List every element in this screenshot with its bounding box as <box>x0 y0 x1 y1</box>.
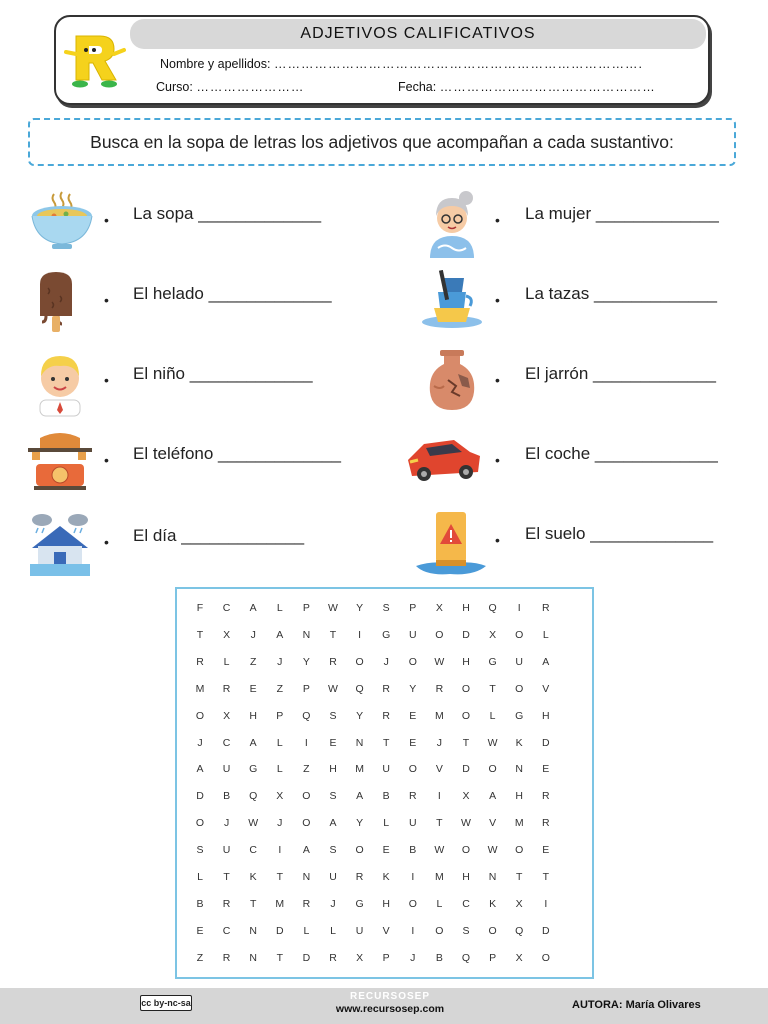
grid-letter[interactable]: J <box>197 736 203 749</box>
grid-letter[interactable]: M <box>435 871 444 883</box>
grid-letter[interactable]: B <box>409 844 417 857</box>
letter-r-mascot-icon <box>62 30 126 90</box>
grid-letter[interactable]: V <box>489 817 497 830</box>
bullet: • <box>495 292 500 308</box>
grid-letter[interactable]: O <box>195 817 205 830</box>
grid-letter[interactable]: H <box>249 709 257 722</box>
grid-letter[interactable]: X <box>223 709 231 722</box>
grid-letter[interactable]: O <box>488 924 497 937</box>
bullet: • <box>104 212 109 228</box>
course-label: Curso: <box>156 80 193 94</box>
grid-letter[interactable]: R <box>222 682 231 695</box>
grid-letter[interactable]: E <box>409 709 417 722</box>
grid-letter[interactable]: B <box>223 790 231 803</box>
grid-row <box>177 863 592 890</box>
grid-letter[interactable]: J <box>436 736 443 749</box>
grid-letter[interactable]: U <box>222 844 231 857</box>
grid-letter[interactable]: J <box>277 817 283 830</box>
grid-letter[interactable]: S <box>329 790 337 803</box>
grid-row <box>177 890 592 917</box>
grid-letter[interactable]: N <box>355 736 364 749</box>
grid-letter[interactable]: Q <box>249 790 258 803</box>
grid-letter[interactable]: I <box>358 628 362 641</box>
grid-letter[interactable]: B <box>382 790 390 803</box>
grid-letter[interactable]: X <box>276 790 284 803</box>
item-jarron <box>418 350 748 410</box>
name-dots: ………………………………………………………………………. <box>273 57 643 71</box>
grid-letter[interactable]: W <box>487 844 498 857</box>
grid-letter[interactable]: M <box>195 682 205 695</box>
bullet: • <box>495 372 500 388</box>
grid-letter[interactable]: P <box>489 951 497 964</box>
grid-row <box>177 594 592 621</box>
grid-letter[interactable]: M <box>355 763 364 776</box>
grid-letter[interactable]: R <box>302 897 311 910</box>
grid-letter[interactable]: O <box>302 817 311 830</box>
grid-letter[interactable]: R <box>222 897 231 910</box>
item-dia <box>26 512 386 572</box>
grid-row <box>177 729 592 756</box>
name-field[interactable] <box>160 57 643 71</box>
grid-letter[interactable]: V <box>435 763 443 776</box>
grid-letter[interactable]: T <box>276 871 283 883</box>
grid-letter[interactable]: A <box>329 817 337 830</box>
grid-letter[interactable]: G <box>355 897 364 910</box>
grid-letter[interactable]: K <box>382 871 390 883</box>
grid-letter[interactable]: R <box>409 790 417 803</box>
grid-letter[interactable]: S <box>329 709 337 722</box>
grid-letter[interactable]: O <box>515 844 524 857</box>
boy-icon <box>26 350 94 418</box>
bullet: • <box>495 452 500 468</box>
grid-letter[interactable]: N <box>302 871 311 883</box>
grid-letter[interactable]: T <box>382 736 390 749</box>
grid-letter[interactable]: I <box>278 844 282 857</box>
grid-letter[interactable]: N <box>302 628 311 641</box>
grid-letter[interactable]: L <box>330 924 336 937</box>
grid-letter[interactable]: R <box>435 682 444 695</box>
grid-letter[interactable]: U <box>515 655 523 668</box>
grid-letter[interactable]: F <box>196 602 204 614</box>
grid-row <box>177 836 592 863</box>
grid-letter[interactable]: R <box>542 817 550 830</box>
grid-letter[interactable]: L <box>489 709 496 722</box>
grid-letter[interactable]: U <box>409 817 417 830</box>
grid-letter[interactable]: J <box>277 655 283 668</box>
date-field[interactable] <box>398 80 656 94</box>
grid-letter[interactable]: W <box>248 817 259 830</box>
grid-letter[interactable]: I <box>544 897 548 910</box>
cups-stack-icon <box>418 270 486 338</box>
grid-letter[interactable]: Q <box>461 951 471 964</box>
item-label: El helado _____________ <box>133 284 332 303</box>
grid-letter[interactable]: T <box>196 628 204 641</box>
grid-letter[interactable]: X <box>489 628 497 641</box>
grid-letter[interactable]: R <box>542 790 550 803</box>
grid-letter[interactable]: J <box>383 655 389 668</box>
grid-letter[interactable]: Q <box>488 602 497 614</box>
grid-letter[interactable]: C <box>462 897 470 910</box>
rainy-house-icon <box>26 512 94 580</box>
grid-letter[interactable]: X <box>462 790 470 803</box>
grid-letter[interactable]: U <box>409 628 417 641</box>
grid-letter[interactable]: K <box>515 736 523 749</box>
grid-letter[interactable]: X <box>515 951 523 964</box>
grid-letter[interactable]: I <box>304 736 308 749</box>
grid-letter[interactable]: A <box>249 736 257 749</box>
grid-letter[interactable]: R <box>382 682 390 695</box>
grid-letter[interactable]: P <box>276 709 284 722</box>
grid-letter[interactable]: A <box>489 790 497 803</box>
grid-letter[interactable]: C <box>222 924 231 937</box>
grid-letter[interactable]: U <box>329 871 337 883</box>
grid-letter[interactable]: W <box>328 682 338 695</box>
grid-letter[interactable]: O <box>488 763 497 776</box>
bullet: • <box>104 292 109 308</box>
grid-row <box>177 648 592 675</box>
grid-letter[interactable]: G <box>515 709 524 722</box>
grid-letter[interactable]: S <box>329 844 337 857</box>
grid-letter[interactable]: I <box>517 602 521 614</box>
grid-letter[interactable]: P <box>302 682 310 695</box>
instruction-box <box>28 118 736 166</box>
word-search-grid[interactable] <box>175 587 594 979</box>
grid-letter[interactable]: N <box>249 924 257 937</box>
grid-letter[interactable]: N <box>488 871 497 883</box>
grid-letter[interactable]: Y <box>356 602 364 614</box>
grid-letter[interactable]: E <box>196 924 204 937</box>
grid-letter[interactable]: H <box>462 871 470 883</box>
page-title: ADJETIVOS CALIFICATIVOS <box>130 19 706 49</box>
grid-letter[interactable]: Q <box>515 924 524 937</box>
item-coche <box>404 430 748 490</box>
bullet: • <box>104 452 109 468</box>
grid-row <box>177 621 592 648</box>
grid-letter[interactable]: A <box>542 655 550 668</box>
grid-letter[interactable]: H <box>462 655 470 668</box>
grid-row <box>177 917 592 944</box>
footer <box>0 988 768 1024</box>
soup-bowl-icon <box>26 190 94 258</box>
grid-letter[interactable]: O <box>541 951 550 964</box>
grid-letter[interactable]: J <box>250 628 256 641</box>
grid-letter[interactable]: A <box>302 844 310 857</box>
grid-letter[interactable]: R <box>329 655 337 668</box>
grid-letter[interactable]: G <box>249 763 258 776</box>
grid-letter[interactable]: H <box>462 602 470 614</box>
grid-letter[interactable]: Y <box>356 817 364 830</box>
grid-letter[interactable]: O <box>435 924 444 937</box>
grid-letter[interactable]: R <box>329 951 337 964</box>
date-label: Fecha: <box>398 80 437 94</box>
grid-letter[interactable]: M <box>514 817 524 830</box>
grid-letter[interactable]: P <box>302 602 310 614</box>
bullet: • <box>104 372 109 388</box>
grid-letter[interactable]: J <box>330 897 336 910</box>
grid-row <box>177 675 592 702</box>
grid-letter[interactable]: G <box>488 655 497 668</box>
grid-letter[interactable]: S <box>462 924 470 937</box>
grid-letter[interactable]: P <box>409 602 417 614</box>
grid-letter[interactable]: W <box>434 655 445 668</box>
grid-row <box>177 755 592 782</box>
grid-letter[interactable]: R <box>196 655 204 668</box>
grid-letter[interactable]: Y <box>409 682 417 695</box>
brand-name: RECURSOSEP <box>349 991 430 1002</box>
grid-letter[interactable]: T <box>276 951 283 964</box>
grid-letter[interactable]: Z <box>196 951 204 964</box>
item-label: El suelo _____________ <box>525 524 714 543</box>
grid-letter[interactable]: I <box>411 871 415 883</box>
broken-vase-icon <box>418 350 486 418</box>
wet-floor-icon <box>414 510 488 578</box>
grid-letter[interactable]: C <box>222 736 231 749</box>
grid-letter[interactable]: T <box>489 682 496 695</box>
date-dots: ………………………………………… <box>439 80 656 94</box>
grid-letter[interactable]: B <box>196 897 204 910</box>
brand-block <box>320 991 460 1015</box>
grid-letter[interactable]: U <box>355 924 364 937</box>
grid-letter[interactable]: O <box>435 628 444 641</box>
grid-letter[interactable]: I <box>437 790 441 803</box>
grid-letter[interactable]: L <box>303 924 310 937</box>
grid-letter[interactable]: R <box>222 951 231 964</box>
item-label: El día _____________ <box>133 526 305 545</box>
ice-cream-icon <box>26 270 94 338</box>
grid-letter[interactable]: Y <box>356 709 364 722</box>
grid-row <box>177 782 592 809</box>
grid-letter[interactable]: X <box>435 602 443 614</box>
grid-letter[interactable]: O <box>515 682 524 695</box>
item-label: El teléfono _____________ <box>133 444 341 463</box>
grid-letter[interactable]: L <box>542 628 549 641</box>
bullet: • <box>495 532 500 548</box>
grid-letter[interactable]: O <box>408 655 417 668</box>
grid-letter[interactable]: V <box>382 924 390 937</box>
author-credit: AUTORA: María Olivares <box>572 999 701 1011</box>
bullet: • <box>495 212 500 228</box>
grid-letter[interactable]: L <box>383 817 390 830</box>
grid-letter[interactable]: A <box>356 790 364 803</box>
item-helado <box>26 270 386 330</box>
grid-letter[interactable]: X <box>223 628 231 641</box>
item-nino <box>26 350 386 410</box>
item-mujer <box>418 190 748 250</box>
grid-letter[interactable]: W <box>461 817 471 830</box>
grid-letter[interactable]: O <box>461 709 471 722</box>
grid-letter[interactable]: T <box>515 871 523 883</box>
grid-letter[interactable]: D <box>276 924 284 937</box>
grid-letter[interactable]: D <box>542 924 550 937</box>
grid-letter[interactable]: T <box>249 897 257 910</box>
grid-letter[interactable]: Z <box>276 682 283 695</box>
grid-letter[interactable]: K <box>489 897 497 910</box>
grid-letter[interactable]: L <box>436 897 443 910</box>
grid-letter[interactable]: S <box>382 602 390 614</box>
grid-letter[interactable]: P <box>382 951 390 964</box>
grid-letter[interactable]: S <box>196 844 204 857</box>
grid-letter[interactable]: E <box>249 682 257 695</box>
grid-letter[interactable]: O <box>461 844 471 857</box>
grid-letter[interactable]: W <box>434 844 445 857</box>
instruction-text: Busca en la sopa de letras los adjetivos que acompañan a cada sustantivo: <box>90 131 674 152</box>
grid-letter[interactable]: T <box>462 736 470 749</box>
grid-letter[interactable]: L <box>197 871 203 883</box>
grid-letter[interactable]: H <box>542 709 550 722</box>
creative-commons-badge: cc by-nc-sa <box>140 995 192 1011</box>
grid-letter[interactable]: O <box>408 763 417 776</box>
telephone-icon <box>26 430 94 498</box>
item-label: La sopa _____________ <box>133 204 322 223</box>
grid-letter[interactable]: H <box>329 763 337 776</box>
grid-letter[interactable]: D <box>196 790 204 803</box>
grid-letter[interactable]: K <box>249 871 257 883</box>
grid-letter[interactable]: M <box>275 897 285 910</box>
grid-letter[interactable]: O <box>408 897 417 910</box>
grid-letter[interactable]: D <box>302 951 311 964</box>
grid-letter[interactable]: Z <box>249 655 257 668</box>
grid-row <box>177 944 592 971</box>
grid-letter[interactable]: U <box>222 763 231 776</box>
grid-letter[interactable]: Z <box>303 763 310 776</box>
grid-letter[interactable]: B <box>435 951 443 964</box>
grid-letter[interactable]: C <box>249 844 257 857</box>
grid-letter[interactable]: U <box>382 763 390 776</box>
grid-letter[interactable]: J <box>223 817 230 830</box>
grid-letter[interactable]: L <box>276 736 283 749</box>
grid-letter[interactable]: V <box>542 682 550 695</box>
red-car-icon <box>404 430 484 498</box>
item-suelo <box>414 510 748 570</box>
grid-letter[interactable]: G <box>382 628 391 641</box>
grid-letter[interactable]: N <box>515 763 523 776</box>
item-label: El niño _____________ <box>133 364 313 383</box>
grid-row <box>177 809 592 836</box>
item-tazas <box>418 270 748 330</box>
grid-letter[interactable]: R <box>382 709 390 722</box>
old-woman-icon <box>418 190 486 258</box>
grid-letter[interactable]: E <box>542 844 550 857</box>
grid-letter[interactable]: L <box>276 602 283 614</box>
grid-letter[interactable]: O <box>355 655 364 668</box>
bullet: • <box>104 534 109 550</box>
grid-letter[interactable]: I <box>411 924 415 937</box>
grid-letter[interactable]: T <box>223 871 230 883</box>
grid-letter[interactable]: C <box>222 602 231 614</box>
grid-letter[interactable]: H <box>382 897 390 910</box>
item-sopa <box>26 190 386 250</box>
grid-letter[interactable]: O <box>302 790 311 803</box>
grid-letter[interactable]: X <box>356 951 364 964</box>
grid-letter[interactable]: T <box>542 871 549 883</box>
item-label: La tazas _____________ <box>525 284 717 303</box>
grid-row <box>177 702 592 729</box>
name-label: Nombre y apellidos: <box>160 57 271 71</box>
grid-letter[interactable]: E <box>409 736 417 749</box>
grid-letter[interactable]: L <box>276 763 283 776</box>
grid-letter[interactable]: E <box>382 844 390 857</box>
grid-letter[interactable]: O <box>461 682 471 695</box>
grid-letter[interactable]: D <box>462 628 470 641</box>
grid-letter[interactable]: M <box>435 709 444 722</box>
grid-letter[interactable]: X <box>515 897 523 910</box>
grid-letter[interactable]: O <box>195 709 205 722</box>
grid-letter[interactable]: H <box>515 790 523 803</box>
grid-letter[interactable]: N <box>249 951 257 964</box>
grid-letter[interactable]: O <box>355 844 364 857</box>
grid-letter[interactable]: D <box>462 763 470 776</box>
website-link[interactable]: www.recursosep.com <box>335 1003 445 1015</box>
grid-letter[interactable]: Q <box>355 682 364 695</box>
grid-letter[interactable]: J <box>410 951 416 964</box>
grid-letter[interactable]: E <box>329 736 337 749</box>
grid-letter[interactable]: Q <box>302 709 311 722</box>
grid-letter[interactable]: Y <box>302 655 310 668</box>
grid-letter[interactable]: D <box>542 736 550 749</box>
grid-letter[interactable]: L <box>223 655 230 668</box>
grid-letter[interactable]: R <box>542 602 550 614</box>
grid-letter[interactable]: W <box>487 736 498 749</box>
grid-letter[interactable]: T <box>436 817 443 830</box>
grid-letter[interactable]: R <box>355 871 364 883</box>
course-field[interactable] <box>156 80 304 94</box>
item-label: El coche _____________ <box>525 444 718 463</box>
grid-letter[interactable]: O <box>515 628 524 641</box>
item-label: El jarrón _____________ <box>525 364 716 383</box>
grid-letter[interactable]: W <box>328 602 338 614</box>
item-telefono <box>26 430 386 490</box>
grid-letter[interactable]: A <box>196 763 204 776</box>
course-dots: …………………… <box>196 80 305 94</box>
grid-letter[interactable]: T <box>329 628 337 641</box>
grid-letter[interactable]: E <box>542 763 550 776</box>
item-label: La mujer _____________ <box>525 204 719 223</box>
grid-letter[interactable]: A <box>276 628 284 641</box>
grid-letter[interactable]: A <box>249 602 257 614</box>
